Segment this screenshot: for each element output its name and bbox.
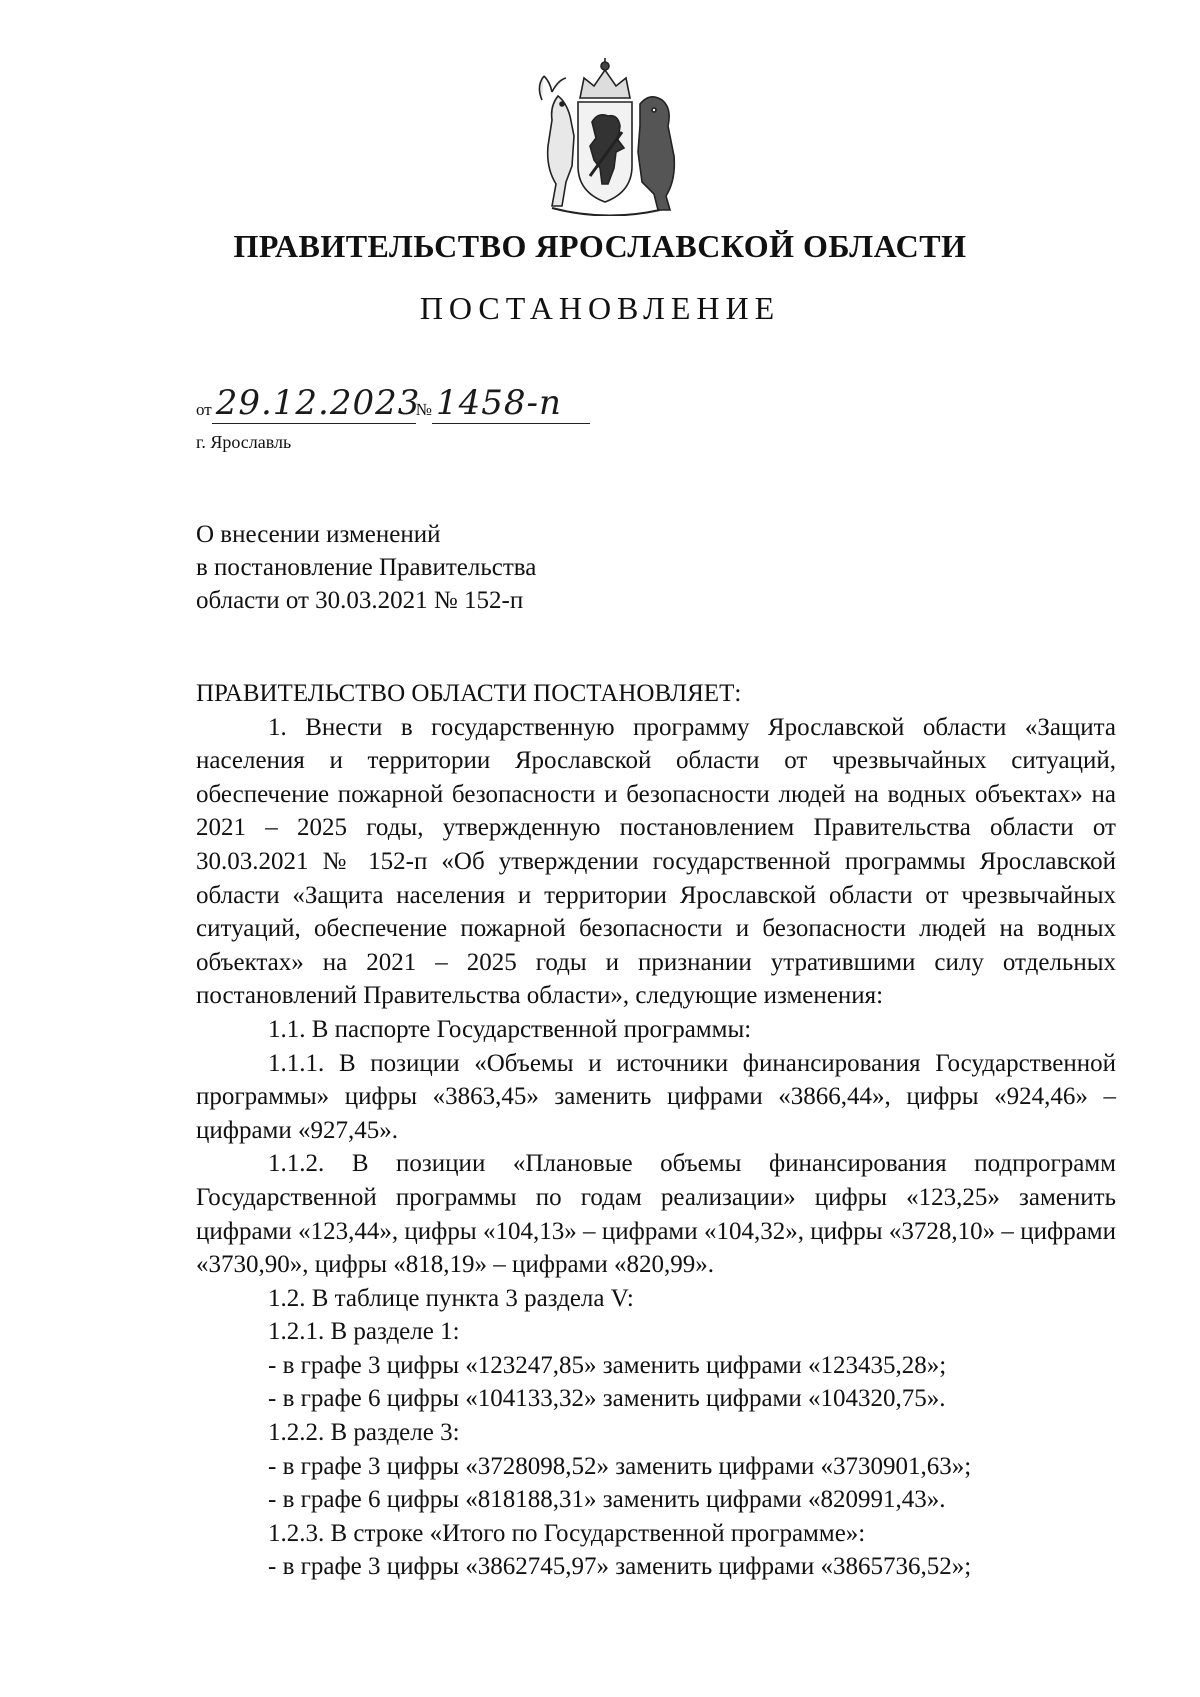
paragraph-1-2: 1.2. В таблице пункта 3 раздела V: xyxy=(268,1284,634,1312)
subject-line: области от 30.03.2021 № 152-п xyxy=(196,587,524,614)
paragraph-1-2-2: 1.2.2. В разделе 3: xyxy=(268,1419,460,1447)
paragraph-1-2-1: 1.2.1. В разделе 1: xyxy=(268,1318,460,1346)
number-label: № xyxy=(415,400,432,419)
city-label: г. Ярославль xyxy=(196,432,292,452)
paragraph-1-1-2: 1.1.2. В позиции «Плановые объемы финансирования подпрограмм Государственной программы по годам реализации» цифры «123,25» заменить цифрами «123,44», цифры «104,13» – цифрами «104,32», цифры «3728,10» – цифрами «3730,90», цифры «818,19» – цифрами «820,99». xyxy=(196,1150,1116,1279)
subject-line: в постановление Правительства xyxy=(196,554,537,581)
paragraph-1-1: 1.1. В паспорте Государственной программы: xyxy=(268,1015,752,1043)
paragraph-1-2-3: 1.2.3. В строке «Итого по Государственной программе»: xyxy=(268,1519,866,1547)
date-label: от xyxy=(196,400,212,419)
paragraph-1-1-1: 1.1.1. В позиции «Объемы и источники финансирования Государственной программы» цифры «3863,45» заменить цифрами «3866,44», цифры «924,46» – цифрами «927,45». xyxy=(196,1049,1116,1144)
subject-line: О внесении изменений xyxy=(196,521,441,548)
decree-line: ПРАВИТЕЛЬСТВО ОБЛАСТИ ПОСТАНОВЛЯЕТ: xyxy=(196,680,742,707)
list-item: - в графе 6 цифры «818188,31» заменить цифрами «820991,43». xyxy=(268,1486,946,1514)
document-type: ПОСТАНОВЛЕНИЕ xyxy=(419,290,781,326)
list-item: - в графе 3 цифры «3728098,52» заменить цифрами «3730901,63»; xyxy=(268,1452,972,1480)
list-item: - в графе 6 цифры «104133,32» заменить цифрами «104320,75». xyxy=(268,1385,946,1413)
document-meta xyxy=(196,384,590,424)
paragraph-1: 1. Внести в государственную программу Ярославской области «Защита населения и территории Ярославской области от чрезвычайных ситуаций, обеспечение пожарной безопасности и безопасности людей на водных объектах» на 2021 – 2025 годы, утвержденную постановлением Правительства области от 30.03.2021 № 152-п «Об утверждении государственной программы Ярославской области «Защита населения и территории Ярославской области от чрезвычайных ситуаций, обеспечение пожарной безопасности и безопасности людей на водных объектах» на 2021 – 2025 годы и признании утратившими силу отдельных постановлений Правительства области», следующие изменения: xyxy=(196,713,1116,1010)
handwritten-date: 29.12.2023 xyxy=(212,383,416,424)
handwritten-number: 1458-п xyxy=(432,383,590,424)
government-title: ПРАВИТЕЛЬСТВО ЯРОСЛАВСКОЙ ОБЛАСТИ xyxy=(233,228,967,264)
coat-of-arms-icon xyxy=(528,56,682,216)
document-subject xyxy=(196,518,536,617)
list-item: - в графе 3 цифры «123247,85» заменить цифрами «123435,28»; xyxy=(268,1351,947,1379)
document-body xyxy=(196,677,1116,1584)
list-item: - в графе 3 цифры «3862745,97» заменить цифрами «3865736,52»; xyxy=(268,1553,972,1581)
